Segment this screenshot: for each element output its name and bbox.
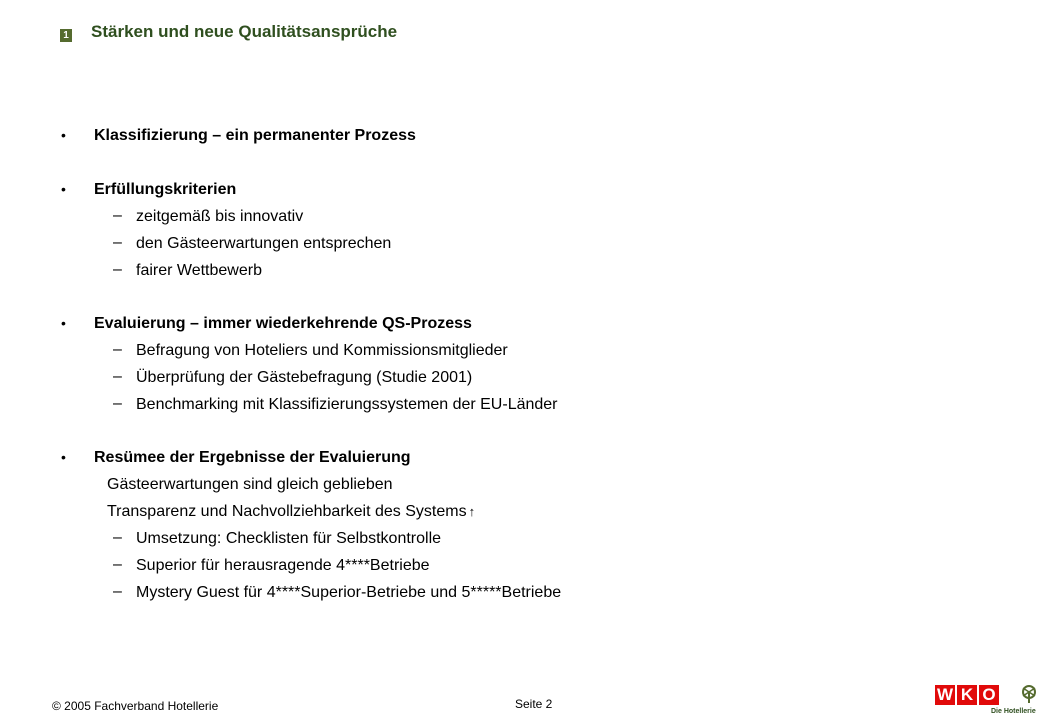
bullet-icon: • — [61, 449, 66, 465]
list-item: Benchmarking mit Klassifizierungssystemen der EU-Länder — [136, 396, 558, 413]
bullet-4-text: Resümee der Ergebnisse der Evaluierung — [94, 449, 411, 466]
bullet-3-text: Evaluierung – immer wiederkehrende QS-Prozess — [94, 315, 472, 332]
list-item: Überprüfung der Gästebefragung (Studie 2001) — [136, 369, 473, 386]
list-item: Superior für herausragende 4****Betriebe — [136, 557, 430, 574]
palm-emblem-icon — [1020, 684, 1038, 704]
dash-icon: – — [113, 341, 122, 358]
list-item: den Gästeerwartungen entsprechen — [136, 235, 392, 252]
logo-letter-k: K — [957, 685, 977, 705]
list-item: zeitgemäß bis innovativ — [136, 208, 304, 225]
list-item-with-arrow — [107, 502, 475, 522]
dash-icon: – — [113, 261, 122, 278]
list-item: Mystery Guest für 4****Superior-Betriebe und 5*****Betriebe — [136, 584, 562, 601]
list-item-text: Transparenz und Nachvollziehbarkeit des Systems — [107, 503, 467, 520]
bullet-2-text: Erfüllungskriterien — [94, 181, 237, 198]
logo-letter-w: W — [936, 685, 954, 704]
logo-subtitle: Die Hotellerie — [991, 708, 1036, 715]
dash-icon: – — [113, 583, 122, 600]
dash-icon: – — [113, 234, 122, 251]
dash-icon: – — [113, 395, 122, 412]
slide-number-badge: 1 — [60, 29, 72, 42]
bullet-icon: • — [61, 127, 66, 143]
list-item: Gästeerwartungen sind gleich geblieben — [107, 476, 393, 493]
bullet-icon: • — [61, 181, 66, 197]
wko-logo — [935, 684, 1035, 718]
list-item: fairer Wettbewerb — [136, 262, 262, 279]
dash-icon: – — [113, 368, 122, 385]
dash-icon: – — [113, 207, 122, 224]
logo-letter-o: O — [979, 685, 999, 705]
page-title: Stärken und neue Qualitätsansprüche — [91, 22, 398, 41]
list-item: Umsetzung: Checklisten für Selbstkontrolle — [136, 530, 442, 547]
up-arrow-icon: ↑ — [468, 504, 476, 519]
dash-icon: – — [113, 556, 122, 573]
bullet-1-text: Klassifizierung – ein permanenter Prozess — [94, 127, 416, 144]
bullet-icon: • — [61, 315, 66, 331]
dash-icon: – — [113, 529, 122, 546]
list-item: Befragung von Hoteliers und Kommissionsmitglieder — [136, 342, 508, 359]
page-number: Seite 2 — [515, 697, 553, 711]
copyright-text: © 2005 Fachverband Hotellerie — [52, 699, 219, 713]
